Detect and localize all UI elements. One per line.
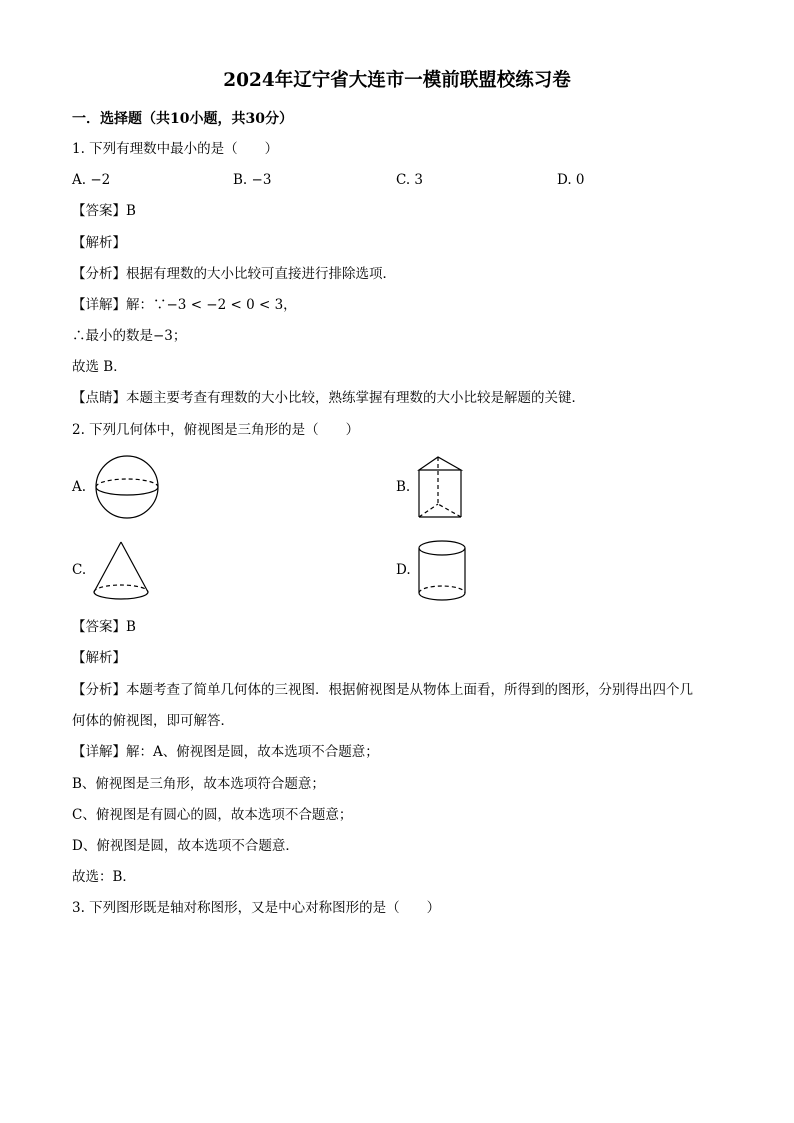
q1-analysis: 【分析】根据有理数的大小比较可直接进行排除选项．: [72, 266, 396, 282]
cylinder-icon: [417, 539, 467, 603]
q1-conclusion: ∴最小的数是−3；: [72, 328, 187, 344]
q2-option-c-label: C.: [72, 562, 87, 578]
q2-answer: 【答案】B: [72, 619, 136, 635]
q1-option-a: A. −2: [72, 172, 111, 188]
sphere-icon: [94, 455, 160, 519]
q1-option-b: B. −3: [233, 172, 272, 188]
q1-stem: 1. 下列有理数中最小的是（ ）: [72, 141, 279, 157]
q2-analysis-line1: 【分析】本题考查了简单几何体的三视图．根据俯视图是从物体上面看，所得到的图形，分别得出四个几: [72, 682, 693, 698]
q2-analysis-line2: 何体的俯视图，即可解答．: [72, 713, 234, 729]
q2-detail-d: D、俯视图是圆，故本选项不合题意．: [72, 838, 299, 854]
page-title: 2024年辽宁省大连市一模前联盟校练习卷: [223, 70, 571, 91]
q3-stem: 3. 下列图形既是轴对称图形，又是中心对称图形的是（ ）: [72, 900, 441, 916]
q1-analysis-tag: 【解析】: [72, 235, 126, 251]
triangular-prism-icon: [417, 455, 463, 519]
q2-detail-c: C、俯视图是有圆心的圆，故本选项不合题意；: [72, 807, 353, 823]
q2-detail-b: B、俯视图是三角形，故本选项符合题意；: [72, 776, 325, 792]
q2-choice: 故选：B．: [72, 869, 136, 885]
q2-detail: 【详解】解：A、俯视图是圆，故本选项不合题意；: [72, 744, 379, 760]
q2-option-a-label: A.: [72, 479, 87, 495]
q1-option-c: C. 3: [396, 172, 424, 188]
q1-answer: 【答案】B: [72, 203, 136, 219]
q2-option-d-label: D.: [396, 562, 411, 578]
q2-analysis-tag: 【解析】: [72, 650, 126, 666]
q1-detail: 【详解】解：∵−3 < −2 < 0 < 3，: [72, 297, 297, 313]
cone-icon: [92, 540, 150, 602]
q2-stem: 2. 下列几何体中，俯视图是三角形的是（ ）: [72, 422, 360, 438]
q2-option-b-label: B.: [396, 479, 411, 495]
q1-remark: 【点睛】本题主要考查有理数的大小比较，熟练掌握有理数的大小比较是解题的关键．: [72, 390, 585, 406]
section-heading: 一．选择题（共10小题，共30分）: [72, 111, 293, 127]
q1-option-d: D. 0: [557, 172, 585, 188]
q1-choice: 故选 B．: [72, 359, 127, 375]
